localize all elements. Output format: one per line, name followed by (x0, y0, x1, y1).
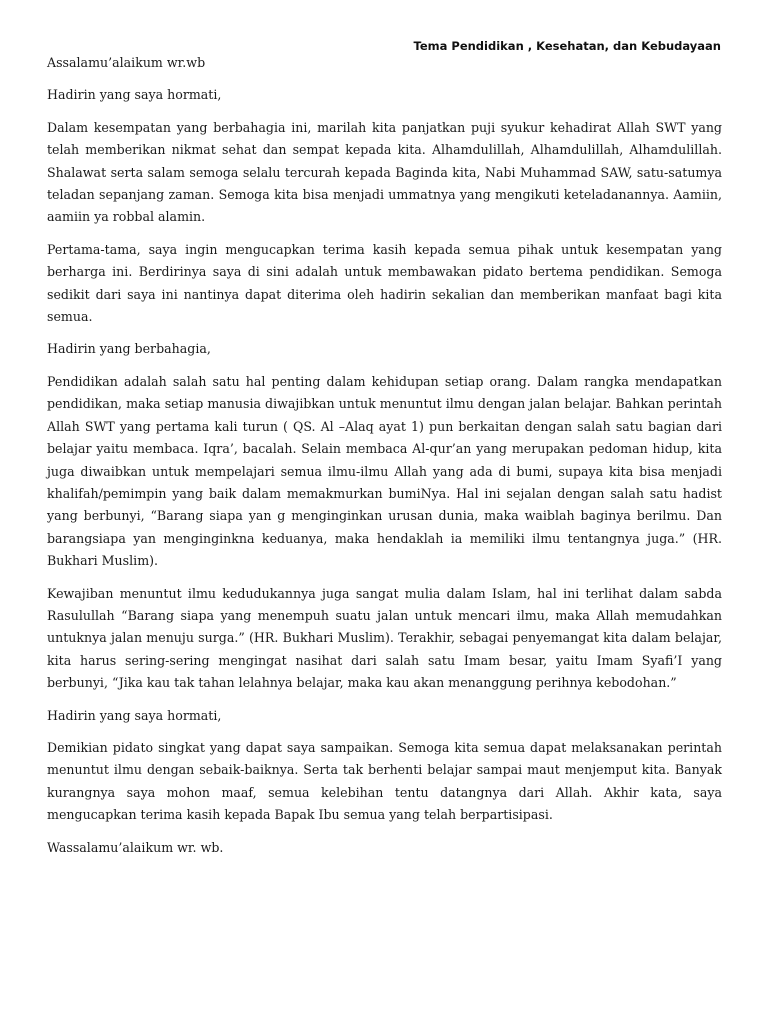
paragraph-opening-gratitude: Dalam kesempatan yang berbahagia ini, marilah kita panjatkan puji syukur kehadirat Allah SWT yang telah memberikan nikmat sehat dan sempat kepada kita. Alhamdulillah, Alhamdulillah, Alhamdulillah. Shalawat serta salam semoga selalu tercurah kepada Baginda kita, Nabi Muhammad SAW, satu-satumya teladan sepanjang zaman. Semoga kita bisa menjadi ummatnya yang mengikuti keteladanannya. Aamiin, aamiin ya robbal alamin. (47, 119, 722, 225)
paragraph-introduction: Pertama-tama, saya ingin mengucapkan terima kasih kepada semua pihak untuk kesempatan yang berharga ini. Berdirinya saya di sini adalah untuk membawakan pidato bertema pendidikan. Semoga sedikit dari saya ini nantinya dapat diterima oleh hadirin sekalian dan memberikan manfaat bagi kita semua. (47, 241, 722, 325)
paragraph-closing: Demikian pidato singkat yang dapat saya sampaikan. Semoga kita semua dapat melaksanakan perintah menuntut ilmu dengan sebaik-baiknya. Serta tak berhenti belajar sampai maut menjemput kita. Banyak kurangnya saya mohon maaf, semua kelebihan tentu datangnya dari Allah. Akhir kata, saya mengucapkan terima kasih kepada Bapak Ibu semua yang telah berpartisipasi. (47, 739, 722, 823)
paragraph-education-importance: Pendidikan adalah salah satu hal penting dalam kehidupan setiap orang. Dalam rangka mendapatkan pendidikan, maka setiap manusia diwajibkan untuk menuntut ilmu dengan jalan belajar. Bahkan perintah Allah SWT yang pertama kali turun ( QS. Al –Alaq ayat 1) pun berkaitan dengan salah satu bagian dari belajar yaitu membaca. Iqra’, bacalah. Selain membaca Al-qur’an yang merupakan pedoman hidup, kita juga diwaibkan untuk mempelajari semua ilmu-ilmu Allah yang ada di bumi, supaya kita bisa menjadi khalifah/pemimpin yang baik dalam memakmurkan bumiNya. Hal ini sejalan dengan salah satu hadist yang berbunyi, “Barang siapa yan g menginginkan urusan dunia, maka waiblah baginya berilmu. Dan barangsiapa yan menginginkna keduanya, maka hendaklah ia memiliki ilmu tentangnya juga.” (HR. Bukhari Muslim). (47, 373, 722, 569)
salutation-audience: Hadirin yang saya hormati, (47, 87, 222, 103)
paragraph-seeking-knowledge: Kewajiban menuntut ilmu kedudukannya juga sangat mulia dalam Islam, hal ini terlihat dalam sabda Rasulullah “Barang siapa yang menempuh suatu jalan untuk mencari ilmu, maka Allah memudahkan untuknya jalan menuju surga.” (HR. Bukhari Muslim). Terakhir, sebagai penyemangat kita dalam belajar, kita harus sering-sering mengingat nasihat dari salah satu Imam besar, yaitu Imam Syafi’I yang berbunyi, “Jika kau tak tahan lelahnya belajar, maka kau akan menanggung perihnya kebodohan.” (47, 585, 722, 691)
speech-body (47, 52, 722, 869)
salutation-audience-3: Hadirin yang saya hormati, (47, 707, 222, 723)
closing-greeting: Wassalamu’alaikum wr. wb. (47, 839, 224, 855)
header-theme: Tema Pendidikan , Kesehatan, dan Kebudayaan (413, 39, 721, 53)
salutation-audience-2: Hadirin yang berbahagia, (47, 341, 211, 357)
opening-greeting: Assalamu’alaikum wr.wb (47, 55, 206, 70)
